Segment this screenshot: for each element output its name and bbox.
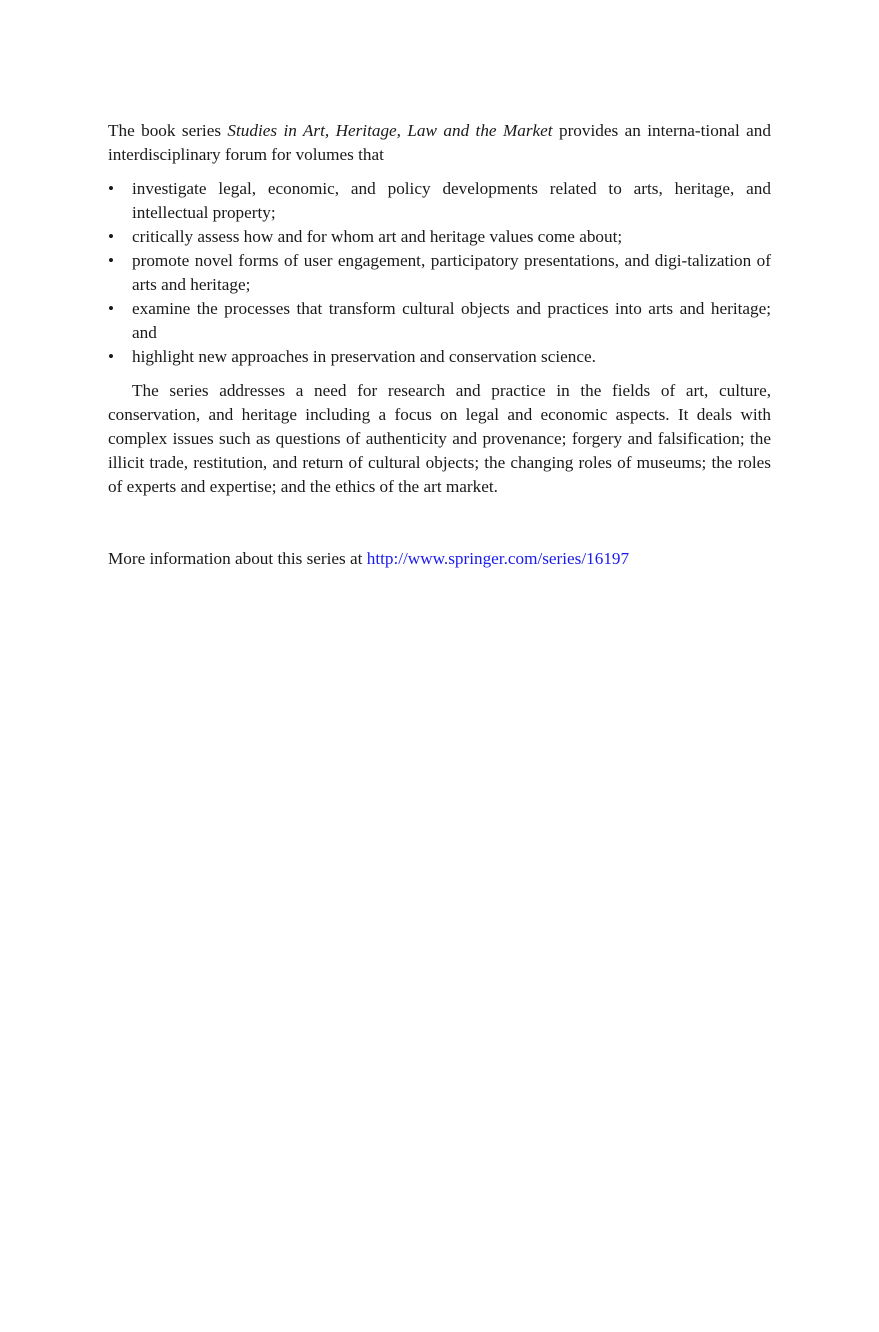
list-item-text: investigate legal, economic, and policy developments related to arts, heritage, and intellectual property;	[132, 179, 771, 222]
bullet-list	[108, 177, 771, 369]
more-info-line	[108, 547, 771, 571]
bullet-icon: •	[108, 347, 115, 366]
more-info-label: More information about this series at	[108, 549, 367, 568]
list-item-text: promote novel forms of user engagement, participatory presentations, and digi-talization of arts and heritage;	[132, 251, 771, 294]
list-item	[108, 225, 771, 249]
list-item-text: examine the processes that transform cultural objects and practices into arts and heritage; and	[132, 299, 771, 342]
intro-prefix: The book series	[108, 121, 228, 140]
bullet-icon: •	[108, 251, 115, 270]
bullet-icon: •	[108, 299, 115, 318]
page-content	[108, 119, 771, 571]
list-item	[108, 345, 771, 369]
intro-suffix: provides an interna-tional and interdisciplinary forum for volumes that	[108, 121, 771, 164]
list-item	[108, 249, 771, 297]
list-item	[108, 297, 771, 345]
intro-paragraph	[108, 119, 771, 167]
series-description-paragraph: The series addresses a need for research and practice in the fields of art, culture, conservation, and heritage including a focus on legal and economic aspects. It deals with complex issues such as questions of authenticity and provenance; forgery and falsification; the illicit trade, restitution, and return of cultural objects; the changing roles of museums; the roles of experts and expertise; and the ethics of the art market.	[108, 381, 771, 496]
bullet-icon: •	[108, 227, 115, 246]
bullet-icon: •	[108, 179, 115, 198]
list-item-text: highlight new approaches in preservation and conservation science.	[132, 347, 596, 366]
series-link[interactable]: http://www.springer.com/series/16197	[366, 549, 630, 568]
series-title: Studies in Art, Heritage, Law and the Market	[227, 121, 553, 140]
list-item-text: critically assess how and for whom art and heritage values come about;	[132, 227, 623, 246]
list-item	[108, 177, 771, 225]
